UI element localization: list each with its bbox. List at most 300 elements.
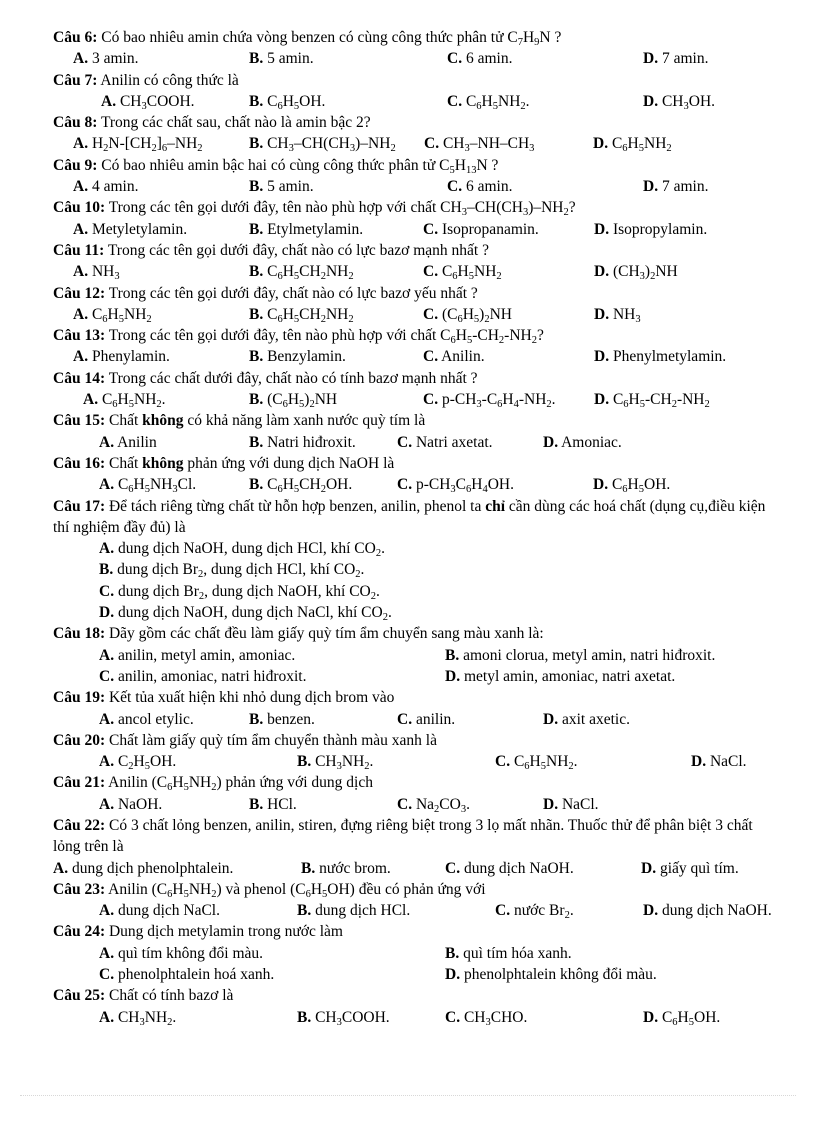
- option-letter: B.: [297, 753, 312, 771]
- option-letter: C.: [423, 348, 439, 366]
- answer-option-d[interactable]: [593, 133, 672, 154]
- question-stem: [53, 879, 783, 900]
- answer-option-b[interactable]: [445, 645, 715, 666]
- answer-option-b[interactable]: [249, 133, 396, 154]
- answer-row: [53, 91, 783, 112]
- answer-option-a[interactable]: [99, 709, 194, 730]
- option-text: $p-CH_3-C_6H_4-NH_2$.: [441, 391, 556, 411]
- question-text: Anilin $(C_6H_5NH_2)$ phản ứng với dung dịch: [108, 774, 373, 794]
- option-letter: C.: [423, 391, 439, 409]
- answer-option-a[interactable]: [73, 261, 120, 282]
- option-letter: B.: [301, 859, 316, 877]
- answer-option-d[interactable]: [594, 219, 707, 240]
- answer-option-d[interactable]: [643, 48, 708, 69]
- option-letter: D.: [445, 667, 461, 685]
- option-text: NaOH.: [117, 795, 163, 813]
- option-letter: C.: [424, 135, 440, 153]
- option-letter: C.: [423, 305, 439, 323]
- question-stem: [53, 112, 783, 133]
- worksheet: [53, 27, 783, 1028]
- question-text: Để tách riêng từng chất từ hỗn hợp benzen, anilin, phenol ta chỉ cần dùng các hoá chất (dụng cụ,điều kiện thí nghiệm đầy đủ) là: [53, 497, 766, 536]
- option-letter: B.: [249, 135, 264, 153]
- option-text: Anilin.: [441, 348, 485, 366]
- option-letter: B.: [249, 220, 264, 238]
- answer-option-c[interactable]: [423, 389, 556, 410]
- option-text: $C_6H_5NH_3Cl$.: [117, 476, 197, 496]
- option-letter: A.: [99, 944, 115, 962]
- question-block: [53, 410, 783, 453]
- option-text: amoni clorua, metyl amin, natri hiđroxit.: [463, 646, 716, 664]
- question-text: Chất không phản ứng với dung dịch NaOH là: [108, 454, 395, 472]
- option-letter: B.: [445, 944, 460, 962]
- option-text: 4 amin.: [91, 178, 139, 196]
- answer-option-d[interactable]: [594, 304, 641, 325]
- question-block: [53, 70, 783, 113]
- answer-option-a[interactable]: [73, 176, 138, 197]
- question-block: [53, 687, 783, 730]
- answer-row: [53, 709, 783, 730]
- question-stem: [53, 283, 783, 304]
- answer-option-b[interactable]: [249, 219, 363, 240]
- answer-option-c[interactable]: [423, 261, 502, 282]
- option-text: HCl.: [267, 795, 297, 813]
- option-text: giấy quì tím.: [659, 859, 739, 877]
- option-text: Amoniac.: [561, 433, 622, 451]
- answer-option-d[interactable]: [445, 964, 657, 985]
- option-letter: D.: [594, 263, 610, 281]
- question-text: Có 3 chất lỏng benzen, anilin, stiren, đựng riêng biệt trong 3 lọ mất nhãn. Thuốc thử để phân biệt 3 chất lỏng trên là: [53, 816, 753, 856]
- answer-option-a[interactable]: [99, 1007, 176, 1028]
- option-text: anilin, amoniac, natri hiđroxit.: [117, 667, 307, 685]
- option-text: dung dịch NaOH.: [463, 859, 574, 877]
- question-number: Câu 15:: [53, 412, 106, 430]
- answer-row: [53, 219, 783, 240]
- question-number: Câu 17:: [53, 497, 106, 515]
- option-text: $C_6H_5OH$.: [661, 1008, 721, 1028]
- option-text: $NH_3$: [612, 305, 641, 325]
- answer-option-a[interactable]: [73, 219, 187, 240]
- option-letter: A.: [99, 1008, 115, 1026]
- answer-row: [53, 645, 783, 666]
- question-text: Trong các tên gọi dưới đây, tên nào phù hợp với chất $C_6H_5-CH_2-NH_2$?: [108, 327, 544, 347]
- question-text: Có bao nhiêu amin bậc hai có cùng công thức phân tử $C_5H_{13}N$ ?: [101, 156, 499, 176]
- option-letter: D.: [643, 902, 659, 920]
- option-letter: C.: [447, 178, 463, 196]
- question-block: [53, 197, 783, 240]
- answer-option-b[interactable]: [249, 432, 356, 453]
- question-number: Câu 25:: [53, 987, 106, 1005]
- answer-option-d[interactable]: [594, 389, 710, 410]
- answer-option-c[interactable]: [423, 304, 512, 325]
- option-text: $C_6H_5NH_2$: [611, 135, 672, 155]
- answer-row: [53, 389, 783, 410]
- answer-option-a[interactable]: [73, 346, 170, 367]
- option-letter: A.: [101, 92, 117, 110]
- question-number: Câu 11:: [53, 241, 105, 259]
- option-letter: B.: [297, 1008, 312, 1026]
- answer-row: [53, 751, 783, 772]
- answer-option-a[interactable]: [99, 943, 263, 964]
- option-letter: B.: [249, 92, 264, 110]
- answer-row: [53, 304, 783, 325]
- answer-option-c[interactable]: [397, 432, 493, 453]
- question-number: Câu 22:: [53, 816, 106, 834]
- option-text: 6 amin.: [465, 50, 513, 68]
- question-block: [53, 921, 783, 985]
- answer-option-a[interactable]: [73, 48, 138, 69]
- option-letter: B.: [249, 391, 264, 409]
- option-letter: A.: [99, 902, 115, 920]
- question-text: Trong các tên gọi dưới đây, tên nào phù hợp với chất $CH_3-CH(CH_3)-NH_2$?: [108, 199, 576, 219]
- question-block: [53, 283, 783, 326]
- option-letter: A.: [99, 540, 115, 558]
- option-text: $C_6H_5NH_2$.: [513, 753, 578, 773]
- answer-option-c[interactable]: [445, 1007, 527, 1028]
- option-text: $CH_3-CH(CH_3)-NH_2$: [267, 135, 396, 155]
- option-letter: D.: [643, 50, 659, 68]
- answer-option-a[interactable]: [99, 538, 385, 559]
- answer-option-b[interactable]: [249, 91, 325, 112]
- option-letter: B.: [249, 263, 264, 281]
- answer-row: [53, 133, 783, 154]
- answer-option-a[interactable]: [99, 432, 157, 453]
- option-letter: D.: [543, 710, 559, 728]
- answer-option-d[interactable]: [543, 709, 630, 730]
- option-letter: C.: [495, 753, 511, 771]
- option-text: $p-CH_3C_6H_4OH$.: [415, 476, 514, 496]
- option-text: Phenylmetylamin.: [612, 348, 727, 366]
- answer-option-a[interactable]: [73, 304, 152, 325]
- answer-row: [53, 943, 783, 964]
- option-text: $CH_3-NH-CH_3$: [442, 135, 535, 155]
- question-number: Câu 13:: [53, 327, 106, 345]
- question-text: Trong các chất dưới đây, chất nào có tính bazơ mạnh nhất ?: [108, 369, 478, 387]
- option-text: NaCl.: [561, 795, 599, 813]
- answer-option-c[interactable]: [423, 346, 485, 367]
- option-letter: D.: [594, 220, 610, 238]
- answer-option-b[interactable]: [249, 176, 314, 197]
- option-text: $CH_3NH_2$.: [117, 1008, 177, 1028]
- option-letter: B.: [445, 646, 460, 664]
- option-text: 7 amin.: [661, 50, 709, 68]
- option-text: quì tím không đổi màu.: [117, 944, 264, 962]
- option-text: phenolphtalein hoá xanh.: [117, 966, 275, 984]
- option-letter: C.: [397, 433, 413, 451]
- question-block: [53, 772, 783, 815]
- question-stem: [53, 730, 783, 751]
- option-text: $(C_6H_5)_2NH$: [267, 391, 338, 411]
- option-letter: C.: [397, 710, 413, 728]
- answer-row: [53, 474, 783, 495]
- answer-row: [53, 858, 783, 879]
- option-letter: C.: [447, 92, 463, 110]
- answer-row: [53, 900, 783, 921]
- option-text: 7 amin.: [661, 178, 709, 196]
- answer-option-d[interactable]: [99, 602, 392, 623]
- question-number: Câu 7:: [53, 71, 98, 89]
- question-number: Câu 6:: [53, 29, 98, 46]
- answer-option-b[interactable]: [297, 900, 410, 921]
- answer-option-c[interactable]: [397, 474, 514, 495]
- question-number: Câu 10:: [53, 199, 106, 217]
- question-text: Chất không có khả năng làm xanh nước quỳ tím là: [108, 412, 426, 430]
- option-text: $C_6H_5NH_2$: [91, 305, 152, 325]
- option-letter: B.: [249, 476, 264, 494]
- option-text: $C_6H_5NH_2$: [441, 263, 502, 283]
- option-letter: A.: [73, 50, 89, 68]
- answer-option-c[interactable]: [447, 176, 512, 197]
- question-text: Kết tủa xuất hiện khi nhỏ dung dịch brom vào: [108, 689, 395, 707]
- answer-row: [53, 666, 783, 687]
- question-stem: [53, 985, 783, 1006]
- option-letter: A.: [73, 178, 89, 196]
- option-text: 5 amin.: [267, 50, 314, 68]
- answer-option-a[interactable]: [83, 389, 166, 410]
- option-letter: D.: [594, 391, 610, 409]
- option-letter: D.: [543, 433, 559, 451]
- option-letter: C.: [397, 795, 413, 813]
- option-letter: A.: [53, 859, 69, 877]
- question-stem: [53, 496, 783, 539]
- option-text: anilin, metyl amin, amoniac.: [117, 646, 296, 664]
- option-text: $CH_3CHO$.: [463, 1008, 528, 1028]
- option-letter: A.: [99, 433, 115, 451]
- option-text: phenolphtalein không đổi màu.: [463, 966, 657, 984]
- option-letter: A.: [83, 391, 99, 409]
- answer-option-d[interactable]: [543, 432, 622, 453]
- answer-option-a[interactable]: [99, 751, 176, 772]
- answer-option-b[interactable]: [249, 709, 315, 730]
- option-text: dung dịch NaCl.: [117, 902, 220, 920]
- answer-option-d[interactable]: [593, 474, 670, 495]
- question-stem: [53, 27, 783, 48]
- answer-option-a[interactable]: [73, 133, 203, 154]
- answer-option-b[interactable]: [301, 858, 391, 879]
- answer-row: [53, 346, 783, 367]
- option-letter: A.: [73, 305, 89, 323]
- answer-option-a[interactable]: [99, 794, 162, 815]
- question-number: Câu 12:: [53, 284, 106, 302]
- option-text: $Na_2CO_3$.: [415, 795, 470, 815]
- answer-option-c[interactable]: [397, 709, 455, 730]
- question-block: [53, 879, 783, 922]
- option-letter: D.: [691, 753, 707, 771]
- question-text: Chất làm giấy quỳ tím ẩm chuyển thành màu xanh là: [108, 731, 437, 749]
- answer-option-a[interactable]: [99, 474, 196, 495]
- option-text: Isopropanamin.: [441, 220, 539, 238]
- option-letter: C.: [447, 50, 463, 68]
- question-stem: [53, 368, 783, 389]
- question-stem: [53, 155, 783, 176]
- question-stem: [53, 410, 783, 431]
- answer-option-d[interactable]: [643, 1007, 720, 1028]
- option-letter: D.: [593, 476, 609, 494]
- option-letter: D.: [594, 305, 610, 323]
- question-block: [53, 730, 783, 773]
- answer-option-b[interactable]: [249, 48, 314, 69]
- question-text: Trong các tên gọi dưới đây, chất nào có lực bazơ mạnh nhất ?: [107, 241, 489, 259]
- option-text: Anilin: [117, 433, 157, 451]
- answer-option-c[interactable]: [424, 133, 534, 154]
- answer-option-c[interactable]: [397, 794, 470, 815]
- option-letter: D.: [593, 135, 609, 153]
- answer-option-b[interactable]: [249, 389, 337, 410]
- question-block: [53, 985, 783, 1028]
- answer-option-b[interactable]: [445, 943, 572, 964]
- option-text: dung dịch $Br_2$, dung dịch NaOH, khí $CO_2$.: [117, 582, 380, 602]
- option-text: anilin.: [415, 710, 456, 728]
- answer-option-d[interactable]: [643, 176, 708, 197]
- question-number: Câu 9:: [53, 156, 98, 174]
- question-text: Trong các tên gọi dưới đây, chất nào có lực bazơ yếu nhất ?: [108, 284, 478, 302]
- question-text: Anilin có công thức là: [100, 71, 239, 89]
- question-stem: [53, 623, 783, 644]
- question-stem: [53, 453, 783, 474]
- option-text: $(CH_3)_2NH$: [612, 263, 678, 283]
- option-letter: A.: [73, 220, 89, 238]
- option-text: 5 amin.: [267, 178, 314, 196]
- option-text: 6 amin.: [465, 178, 513, 196]
- option-letter: C.: [423, 263, 439, 281]
- option-text: dung dịch HCl.: [315, 902, 411, 920]
- question-stem: [53, 240, 783, 261]
- answer-option-c[interactable]: [99, 581, 380, 602]
- option-text: $C_6H_5CH_2NH_2$: [267, 305, 354, 325]
- option-text: Etylmetylamin.: [267, 220, 364, 238]
- answer-option-b[interactable]: [249, 474, 352, 495]
- option-letter: A.: [99, 710, 115, 728]
- option-letter: B.: [249, 710, 264, 728]
- answer-option-a[interactable]: [101, 91, 195, 112]
- option-letter: A.: [73, 263, 89, 281]
- option-letter: A.: [73, 348, 89, 366]
- answer-option-b[interactable]: [297, 1007, 390, 1028]
- answer-option-c[interactable]: [495, 900, 574, 921]
- option-letter: D.: [643, 178, 659, 196]
- question-number: Câu 16:: [53, 454, 106, 472]
- answer-option-b[interactable]: [249, 261, 354, 282]
- question-stem: [53, 687, 783, 708]
- question-block: [53, 496, 783, 624]
- option-text: $C_6H_5CH_2OH$.: [267, 476, 353, 496]
- option-text: $CH_3COOH$.: [315, 1008, 390, 1028]
- question-stem: [53, 325, 783, 346]
- question-number: Câu 14:: [53, 369, 106, 387]
- option-text: Phenylamin.: [91, 348, 170, 366]
- answer-option-b[interactable]: [99, 559, 364, 580]
- option-letter: D.: [641, 859, 657, 877]
- option-text: $CH_3COOH$.: [119, 92, 195, 112]
- answer-option-c[interactable]: [495, 751, 578, 772]
- question-stem: [53, 197, 783, 218]
- option-letter: A.: [73, 135, 89, 153]
- option-text: $NH_3$: [91, 263, 120, 283]
- option-text: dung dịch $Br_2$, dung dịch HCl, khí $CO_2$.: [117, 561, 365, 581]
- question-text: Trong các chất sau, chất nào là amin bậc 2?: [100, 114, 371, 132]
- option-letter: B.: [249, 50, 264, 68]
- answer-option-c[interactable]: [445, 858, 574, 879]
- answer-option-b[interactable]: [249, 346, 346, 367]
- answer-option-d[interactable]: [594, 346, 726, 367]
- question-text: Có bao nhiêu amin chứa vòng benzen có cùng công thức phân tử $C_7H_9N$ ?: [101, 29, 562, 48]
- answer-row: [53, 964, 783, 985]
- option-text: axit axetic.: [561, 710, 630, 728]
- option-text: $C_6H_5OH$.: [611, 476, 671, 496]
- answer-option-d[interactable]: [543, 794, 599, 815]
- option-text: $(C_6H_5)_2NH$: [441, 305, 512, 325]
- option-text: dung dịch NaOH, dung dịch NaCl, khí $CO_2$.: [117, 604, 392, 624]
- question-number: Câu 8:: [53, 114, 98, 132]
- option-text: $C_6H_5NH_2$.: [101, 391, 166, 411]
- option-letter: D.: [99, 604, 115, 622]
- answer-option-a[interactable]: [53, 858, 233, 879]
- answer-option-c[interactable]: [447, 48, 512, 69]
- answer-option-b[interactable]: [297, 751, 373, 772]
- option-letter: D.: [445, 966, 461, 984]
- question-block: [53, 155, 783, 198]
- question-stem: [53, 921, 783, 942]
- answer-row: [53, 538, 783, 559]
- question-stem: [53, 772, 783, 793]
- answer-option-a[interactable]: [99, 900, 220, 921]
- question-text: Dãy gồm các chất đều làm giấy quỳ tím ẩm chuyển sang màu xanh là:: [108, 625, 544, 643]
- option-letter: B.: [297, 902, 312, 920]
- answer-option-c[interactable]: [99, 964, 274, 985]
- option-text: $H_2N-[CH_2]_6-NH_2$: [91, 135, 203, 155]
- option-text: Metyletylamin.: [91, 220, 188, 238]
- answer-option-d[interactable]: [643, 900, 772, 921]
- option-letter: B.: [99, 561, 114, 579]
- option-letter: C.: [397, 476, 413, 494]
- option-text: quì tím hóa xanh.: [463, 944, 572, 962]
- answer-row: [53, 1007, 783, 1028]
- answer-row: [53, 176, 783, 197]
- answer-option-c[interactable]: [447, 91, 530, 112]
- option-letter: B.: [249, 178, 264, 196]
- option-text: $C_2H_5OH$.: [117, 753, 177, 773]
- question-number: Câu 18:: [53, 625, 106, 643]
- answer-option-d[interactable]: [643, 91, 715, 112]
- answer-option-b[interactable]: [249, 794, 297, 815]
- answer-option-d[interactable]: [641, 858, 739, 879]
- option-text: $CH_3NH_2$.: [315, 753, 374, 773]
- answer-option-a[interactable]: [99, 645, 295, 666]
- option-text: benzen.: [267, 710, 315, 728]
- option-letter: A.: [99, 795, 115, 813]
- question-block: [53, 27, 783, 70]
- option-letter: C.: [495, 902, 511, 920]
- question-number: Câu 21:: [53, 774, 106, 792]
- answer-row: [53, 261, 783, 282]
- option-letter: B.: [249, 348, 264, 366]
- option-letter: D.: [643, 1008, 659, 1026]
- page-bottom-rule: [20, 1095, 796, 1096]
- question-block: [53, 368, 783, 411]
- answer-option-d[interactable]: [594, 261, 678, 282]
- question-stem: [53, 815, 783, 858]
- option-letter: A.: [99, 753, 115, 771]
- answer-option-d[interactable]: [691, 751, 747, 772]
- answer-option-c[interactable]: [99, 666, 307, 687]
- option-letter: C.: [99, 582, 115, 600]
- answer-option-c[interactable]: [423, 219, 539, 240]
- question-stem: [53, 70, 783, 91]
- answer-option-d[interactable]: [445, 666, 675, 687]
- option-text: $C_6H_5OH$.: [267, 92, 326, 112]
- option-text: Natri hiđroxit.: [267, 433, 356, 451]
- question-text: Chất có tính bazơ là: [108, 987, 234, 1005]
- answer-option-b[interactable]: [249, 304, 354, 325]
